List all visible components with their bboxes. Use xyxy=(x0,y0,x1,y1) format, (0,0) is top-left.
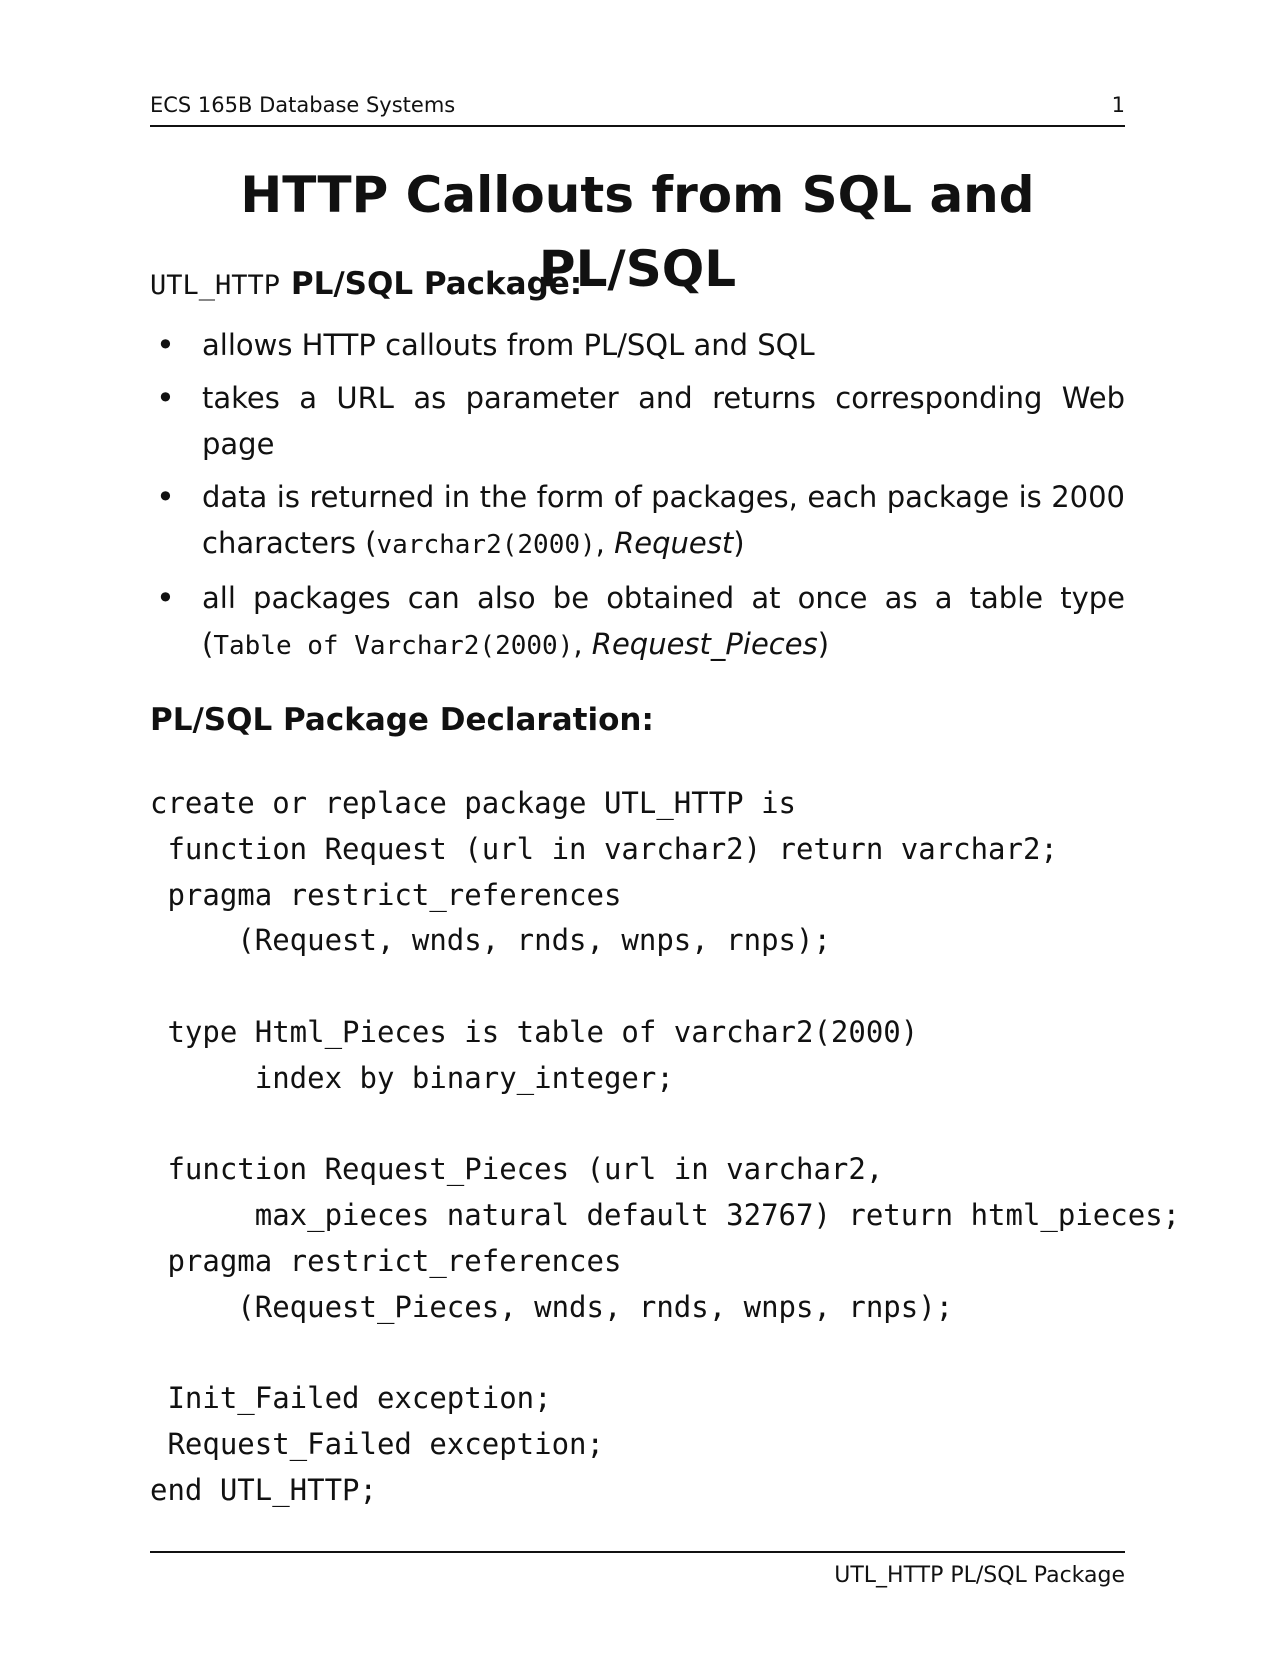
code-line: type Html_Pieces is table of varchar2(2000) xyxy=(150,1014,919,1049)
page-number: 1 xyxy=(1111,93,1125,117)
list-item xyxy=(150,375,1125,467)
document-page xyxy=(150,0,1181,1656)
inline-code: varchar2(2000) xyxy=(376,530,596,560)
code-line: pragma restrict_references xyxy=(150,1243,622,1278)
course-title: ECS 165B Database Systems xyxy=(150,93,456,117)
list-item-text: all packages can also be obtained at once as a table type ( xyxy=(202,581,1125,661)
separator-text: , xyxy=(595,526,615,560)
footer-divider xyxy=(150,1551,1125,1553)
section-heading-text: PL/SQL Package: xyxy=(290,266,583,302)
list-item-text: takes a URL as parameter and returns corresponding Web page xyxy=(202,381,1125,461)
code-line: end UTL_HTTP; xyxy=(150,1472,377,1507)
section-heading-utl-http xyxy=(150,264,582,306)
inline-code: Table of Varchar2(2000) xyxy=(213,631,574,661)
header-divider xyxy=(150,125,1125,127)
code-line: max_pieces natural default 32767) return html_pieces; xyxy=(150,1198,1181,1233)
separator-text: , xyxy=(573,627,592,661)
list-item xyxy=(150,322,1125,368)
feature-list xyxy=(150,322,1125,676)
code-line: function Request (url in varchar2) return varchar2; xyxy=(150,831,1058,866)
function-name: Request xyxy=(614,526,734,560)
code-line: create or replace package UTL_HTTP is xyxy=(150,786,797,820)
page-title: HTTP Callouts from SQL and PL/SQL xyxy=(240,166,1035,298)
code-block xyxy=(150,781,1180,1514)
list-item-text: allows HTTP callouts from PL/SQL and SQL xyxy=(202,328,815,362)
code-line: (Request_Pieces, wnds, rnds, wnps, rnps); xyxy=(150,1289,954,1324)
section-heading-code: UTL_HTTP xyxy=(150,270,281,301)
list-item xyxy=(150,474,1125,568)
code-line: (Request, wnds, rnds, wnps, rnps); xyxy=(150,923,831,958)
running-footer: UTL_HTTP PL/SQL Package xyxy=(834,1563,1125,1588)
list-item xyxy=(150,575,1125,669)
closing-paren: ) xyxy=(733,526,745,560)
function-name: Request_Pieces xyxy=(591,627,818,661)
code-line: pragma restrict_references xyxy=(150,877,622,912)
code-line: index by binary_integer; xyxy=(150,1060,674,1095)
running-header xyxy=(150,92,1125,118)
code-line: Init_Failed exception; xyxy=(150,1381,552,1416)
list-item-text: data is returned in the form of packages, each package is 2000 characters ( xyxy=(202,480,1125,560)
code-line: Request_Failed exception; xyxy=(150,1427,604,1462)
code-line: function Request_Pieces (url in varchar2, xyxy=(150,1152,884,1187)
closing-paren: ) xyxy=(817,627,830,661)
section-heading-declaration: PL/SQL Package Declaration: xyxy=(150,702,654,738)
